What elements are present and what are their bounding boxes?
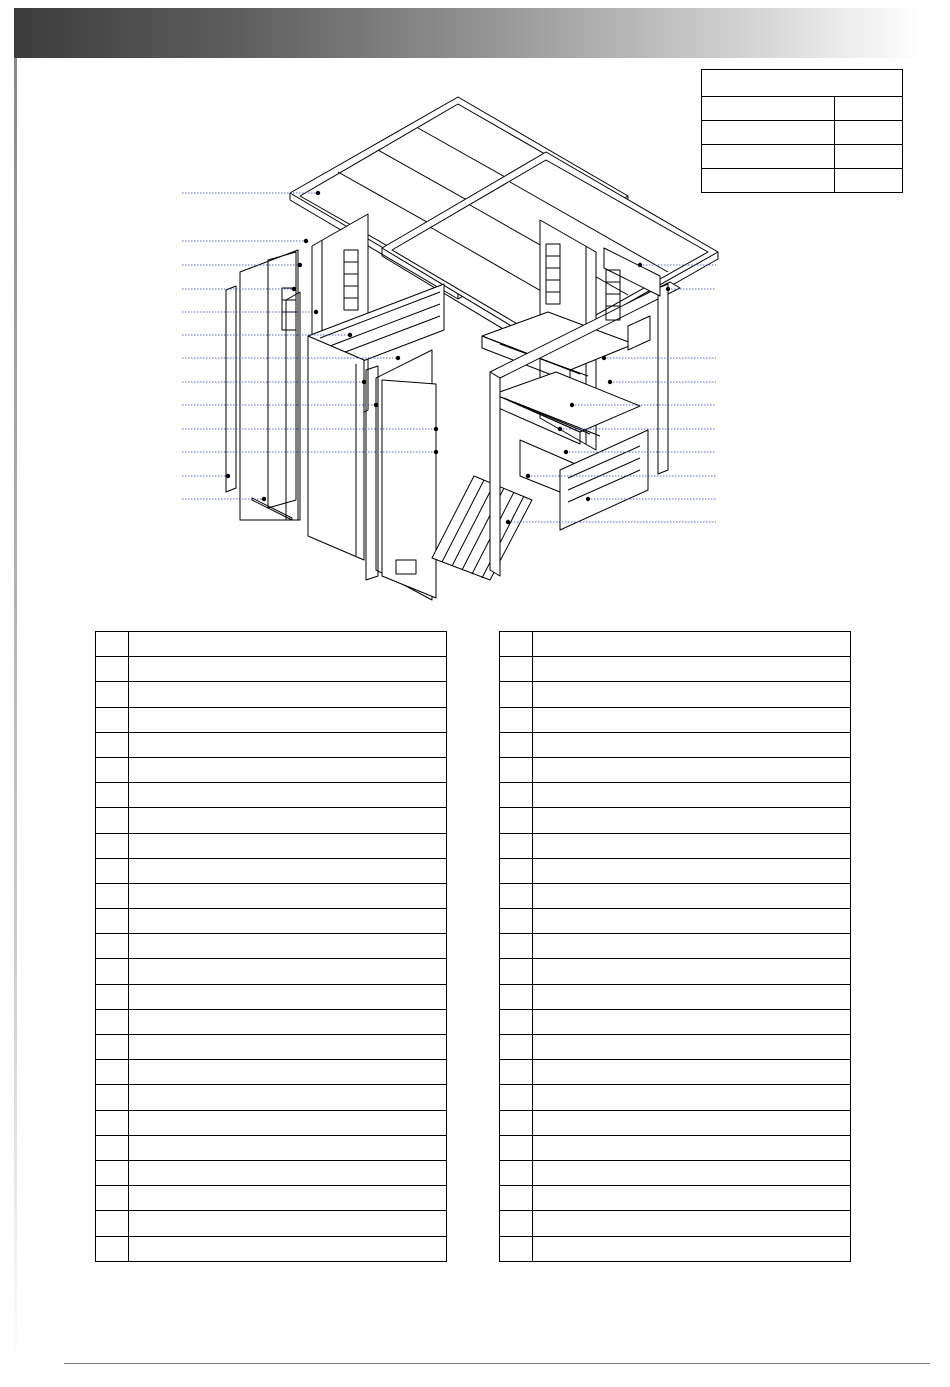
part-number — [500, 1211, 533, 1236]
parts-row — [96, 984, 447, 1009]
part-name — [533, 1135, 851, 1160]
part-number — [96, 1160, 129, 1185]
parts-row — [500, 783, 851, 808]
part-name — [533, 1009, 851, 1034]
parts-row — [500, 909, 851, 934]
part-number — [96, 833, 129, 858]
parts-row — [500, 1110, 851, 1135]
part-name — [129, 682, 447, 707]
parts-row — [96, 632, 447, 657]
parts-row — [500, 959, 851, 984]
part-number — [96, 757, 129, 782]
parts-row — [500, 632, 851, 657]
part-number — [96, 732, 129, 757]
part-number — [500, 1160, 533, 1185]
parts-row — [96, 1135, 447, 1160]
part-number — [500, 682, 533, 707]
part-name — [533, 1035, 851, 1060]
part-name — [129, 1135, 447, 1160]
parts-row — [500, 1085, 851, 1110]
part-name — [129, 657, 447, 682]
parts-row — [96, 757, 447, 782]
part-number — [96, 934, 129, 959]
parts-row — [500, 934, 851, 959]
part-number — [500, 1009, 533, 1034]
part-name — [533, 682, 851, 707]
part-name — [533, 783, 851, 808]
parts-row — [500, 1211, 851, 1236]
part-name — [533, 883, 851, 908]
part-name — [129, 858, 447, 883]
part-number — [500, 1085, 533, 1110]
part-number — [96, 1085, 129, 1110]
part-name — [533, 1236, 851, 1261]
part-number — [500, 808, 533, 833]
parts-table-left — [95, 631, 447, 1262]
parts-row — [96, 883, 447, 908]
parts-row — [500, 1135, 851, 1160]
part-number — [96, 808, 129, 833]
parts-row — [500, 858, 851, 883]
part-name — [533, 1060, 851, 1085]
part-number — [96, 1009, 129, 1034]
part-number — [96, 959, 129, 984]
part-number — [96, 1110, 129, 1135]
part-name — [533, 909, 851, 934]
parts-row — [96, 732, 447, 757]
parts-row — [96, 1236, 447, 1261]
parts-row — [500, 1035, 851, 1060]
part-name — [129, 1110, 447, 1135]
part-name — [129, 707, 447, 732]
part-number — [96, 1236, 129, 1261]
part-number — [96, 1060, 129, 1085]
part-number — [96, 657, 129, 682]
parts-row — [96, 1160, 447, 1185]
part-number — [500, 632, 533, 657]
part-number — [96, 883, 129, 908]
parts-row — [500, 1186, 851, 1211]
parts-row — [500, 682, 851, 707]
parts-row — [500, 1009, 851, 1034]
part-number — [500, 934, 533, 959]
part-name — [533, 657, 851, 682]
parts-row — [96, 934, 447, 959]
part-number — [500, 1236, 533, 1261]
part-name — [129, 959, 447, 984]
part-name — [129, 883, 447, 908]
part-name — [533, 632, 851, 657]
parts-row — [96, 858, 447, 883]
part-number — [500, 1110, 533, 1135]
parts-row — [500, 833, 851, 858]
part-number — [96, 984, 129, 1009]
part-number — [500, 909, 533, 934]
part-name — [129, 1060, 447, 1085]
parts-row — [96, 909, 447, 934]
part-number — [96, 682, 129, 707]
part-name — [129, 783, 447, 808]
part-name — [129, 1160, 447, 1185]
part-number — [96, 1186, 129, 1211]
left-wall-assembly — [226, 250, 300, 520]
footer-rule — [64, 1363, 930, 1364]
parts-row — [500, 707, 851, 732]
part-name — [533, 959, 851, 984]
part-number — [500, 959, 533, 984]
part-name — [129, 1085, 447, 1110]
part-number — [96, 858, 129, 883]
parts-row — [96, 783, 447, 808]
parts-row — [96, 1035, 447, 1060]
part-name — [533, 858, 851, 883]
part-number — [500, 707, 533, 732]
part-name — [533, 707, 851, 732]
parts-row — [500, 1236, 851, 1261]
part-name — [129, 984, 447, 1009]
part-name — [129, 1186, 447, 1211]
parts-row — [96, 1060, 447, 1085]
part-name — [129, 1211, 447, 1236]
part-number — [500, 783, 533, 808]
part-name — [129, 632, 447, 657]
part-name — [533, 1186, 851, 1211]
part-name — [129, 909, 447, 934]
parts-row — [500, 757, 851, 782]
parts-row — [500, 883, 851, 908]
part-name — [533, 732, 851, 757]
parts-row — [500, 1160, 851, 1185]
part-name — [129, 1035, 447, 1060]
floor-slats — [432, 476, 532, 580]
part-name — [129, 732, 447, 757]
parts-row — [96, 833, 447, 858]
part-name — [533, 1110, 851, 1135]
part-name — [129, 934, 447, 959]
part-name — [533, 984, 851, 1009]
parts-row — [500, 732, 851, 757]
part-number — [500, 1060, 533, 1085]
parts-row — [96, 1211, 447, 1236]
parts-row — [96, 959, 447, 984]
part-name — [129, 1236, 447, 1261]
parts-row — [96, 707, 447, 732]
part-name — [533, 1085, 851, 1110]
part-name — [129, 757, 447, 782]
part-number — [96, 707, 129, 732]
part-number — [500, 1135, 533, 1160]
parts-row — [96, 682, 447, 707]
part-number — [500, 984, 533, 1009]
part-name — [533, 833, 851, 858]
part-number — [500, 858, 533, 883]
part-name — [533, 808, 851, 833]
parts-table-right — [499, 631, 851, 1262]
parts-row — [96, 657, 447, 682]
part-name — [533, 934, 851, 959]
parts-row — [96, 1085, 447, 1110]
parts-row — [96, 1110, 447, 1135]
part-number — [500, 732, 533, 757]
parts-row — [500, 984, 851, 1009]
part-name — [129, 833, 447, 858]
door-panel — [366, 350, 436, 600]
parts-row — [96, 1009, 447, 1034]
part-number — [500, 883, 533, 908]
parts-row — [500, 808, 851, 833]
parts-row — [96, 808, 447, 833]
part-number — [96, 632, 129, 657]
parts-row — [96, 1186, 447, 1211]
part-number — [500, 1186, 533, 1211]
part-number — [96, 909, 129, 934]
parts-row — [500, 1060, 851, 1085]
part-name — [533, 1160, 851, 1185]
part-number — [500, 833, 533, 858]
part-number — [500, 1035, 533, 1060]
part-number — [96, 1211, 129, 1236]
part-number — [96, 1135, 129, 1160]
part-name — [533, 1211, 851, 1236]
part-name — [129, 808, 447, 833]
part-number — [500, 757, 533, 782]
part-number — [96, 783, 129, 808]
part-name — [533, 757, 851, 782]
part-name — [129, 1009, 447, 1034]
part-number — [500, 657, 533, 682]
parts-row — [500, 657, 851, 682]
sauna-exploded-diagram — [0, 0, 950, 610]
part-number — [96, 1035, 129, 1060]
